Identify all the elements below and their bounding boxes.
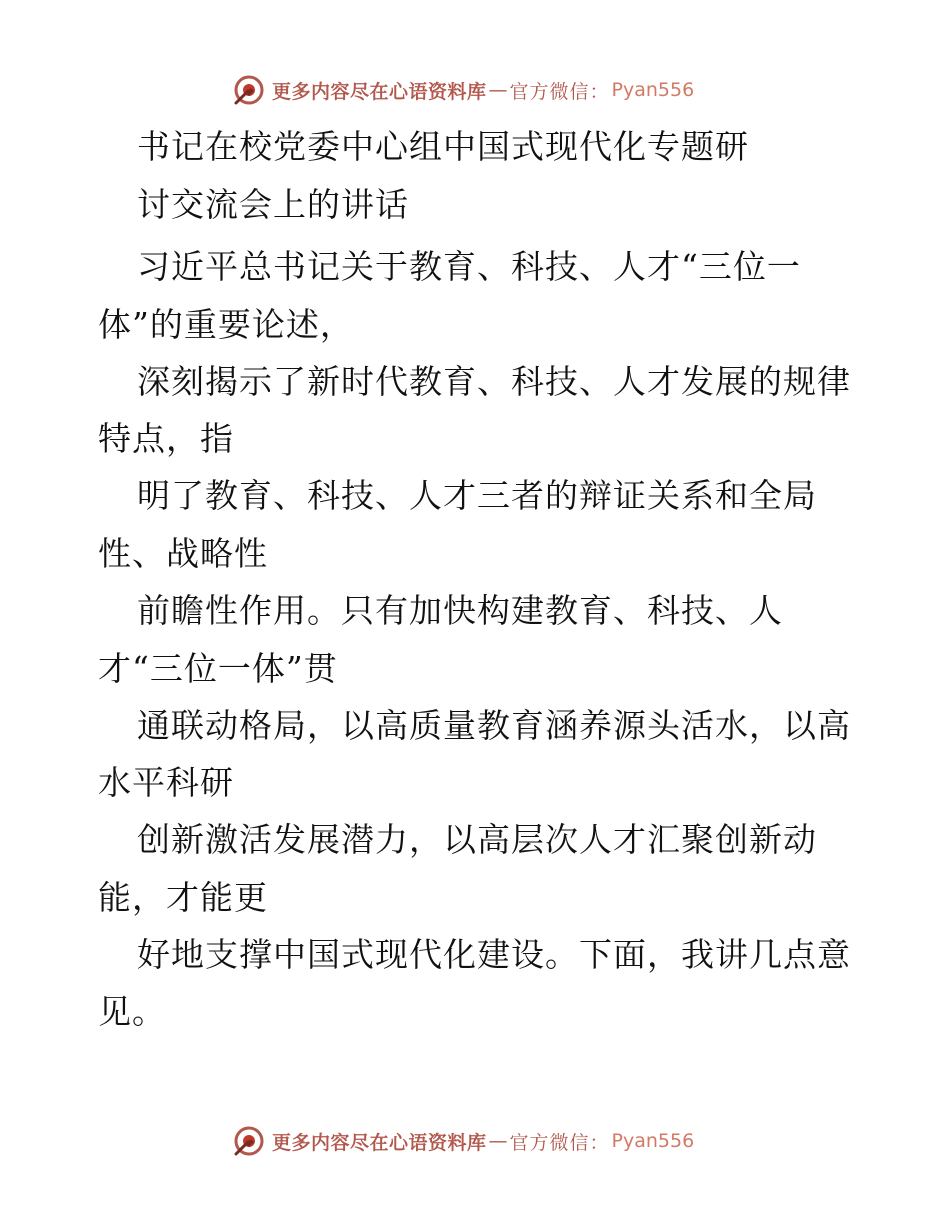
separator-dash: — (488, 1130, 508, 1152)
promo-text: 更多内容尽在心语资料库 (272, 80, 487, 103)
paragraph-line: 创新激活发展潜力，以高层次人才汇聚创新动 (137, 820, 817, 859)
paragraph-line: 特点，指 (98, 419, 234, 458)
document-title-line: 书记在校党委中心组中国式现代化专题研 (137, 127, 749, 166)
separator-dash: — (488, 79, 508, 101)
paragraph-line: 前瞻性作用。只有加快构建教育、科技、人 (137, 591, 783, 630)
wechat-label: 官方微信： (509, 80, 610, 103)
paragraph-line: 明了教育、科技、人才三者的辩证关系和全局 (137, 476, 817, 515)
pen-circle-logo (232, 73, 266, 107)
footer-banner (232, 1123, 694, 1159)
paragraph-line: 见。 (98, 992, 166, 1031)
wechat-handle: Pyan556 (611, 79, 695, 101)
document-title-line: 讨交流会上的讲话 (137, 185, 409, 224)
paragraph-line: 能，才能更 (98, 878, 268, 917)
paragraph-line: 性、战略性 (98, 534, 268, 573)
paragraph-line: 体”的重要论述， (98, 305, 354, 344)
paragraph-line: 好地支撑中国式现代化建设。下面，我讲几点意 (137, 935, 851, 974)
paragraph-line: 习近平总书记关于教育、科技、人才“三位一 (137, 247, 801, 286)
pen-circle-logo (232, 1124, 266, 1158)
paragraph-line: 深刻揭示了新时代教育、科技、人才发展的规律 (137, 362, 851, 401)
promo-text: 更多内容尽在心语资料库 (272, 1131, 487, 1154)
paragraph-line: 水平科研 (98, 763, 234, 802)
wechat-handle: Pyan556 (611, 1130, 695, 1152)
header-banner (232, 72, 694, 108)
paragraph-line: 才“三位一体”贯 (98, 649, 338, 688)
paragraph-line: 通联动格局，以高质量教育涵养源头活水，以高 (137, 706, 851, 745)
wechat-label: 官方微信： (509, 1131, 610, 1154)
